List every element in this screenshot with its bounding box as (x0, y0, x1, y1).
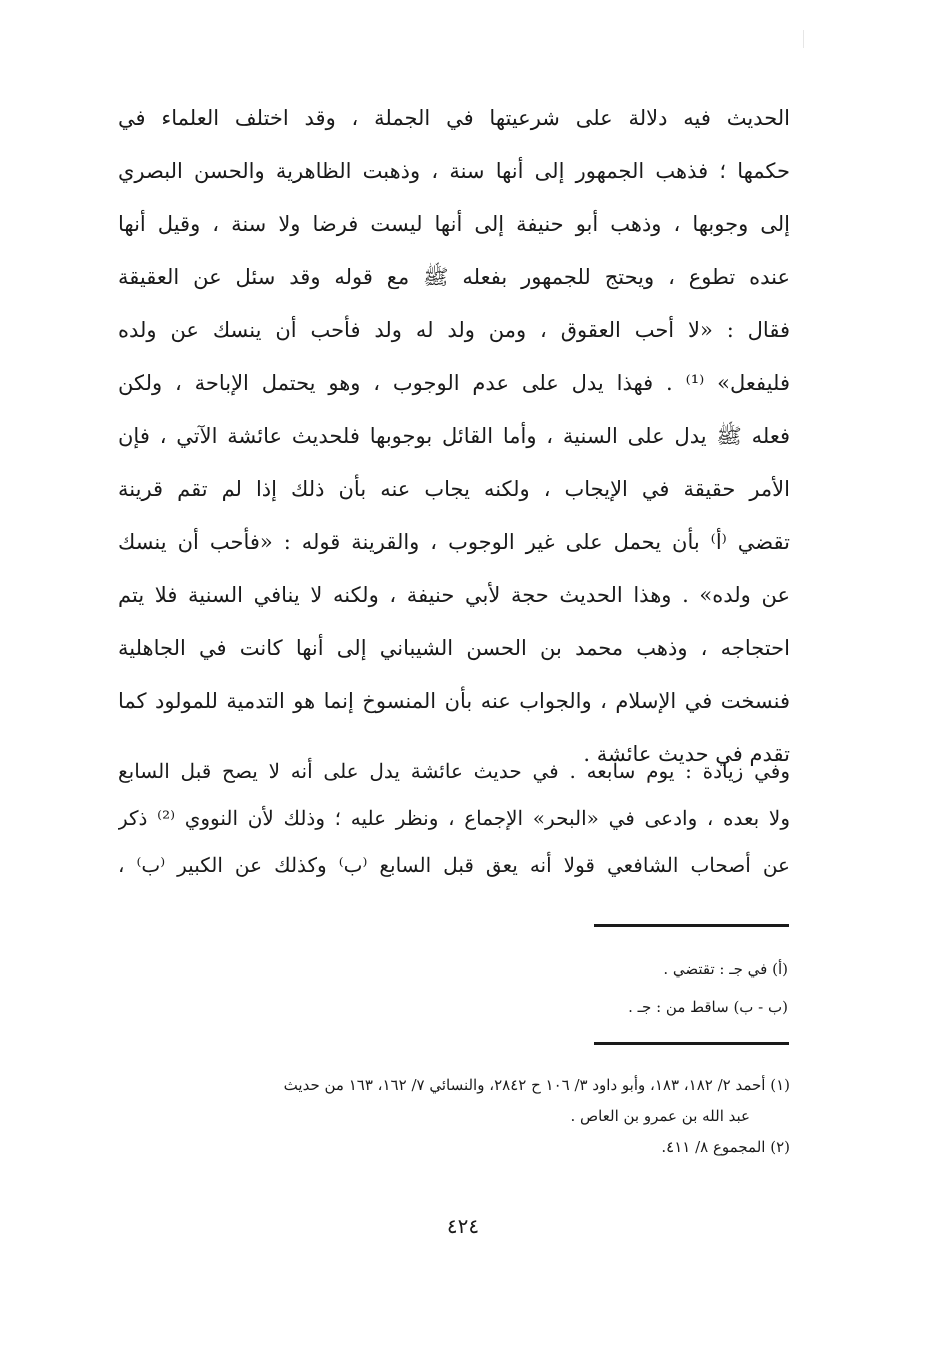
text-line: الأمر حقيقة في الإيجاب ، ولكنه يجاب عنه بأن ذلك إذا لم تقم قرينة (118, 477, 790, 501)
text-line: عن ولده» . وهذا الحديث حجة لأبي حنيفة ، ولكنه لا ينافي السنية فلا يتم (118, 583, 790, 607)
text-line: ولا بعده ، وادعى في «البحر» الإجماع ، ونظر عليه ؛ وذلك لأن النووي ⁽²⁾ ذكر (118, 806, 790, 830)
footnote: (أ) في جـ : تقتضي . (663, 960, 788, 978)
page-number: ٤٢٤ (446, 1214, 480, 1238)
text-line: إلى وجوبها ، وذهب أبو حنيفة إلى أنها ليست فرضا ولا سنة ، وقيل أنها (118, 212, 790, 236)
text-line: الحديث فيه دلالة على شرعيتها في الجملة ، وقد اختلف العلماء في (118, 106, 790, 130)
text-line: عن أصحاب الشافعي قولا أنه يعق قبل السابع ⁽ب⁾ وكذلك عن الكبير ⁽ب⁾ ، (118, 853, 790, 877)
text-line: حكمها ؛ فذهب الجمهور إلى أنها سنة ، وذهبت الظاهرية والحسن البصري (118, 159, 790, 183)
text-line: وفي زيادة : يوم سابعه . في حديث عائشة يدل على أنه لا يصح قبل السابع (118, 759, 790, 783)
footnote-divider (594, 924, 789, 927)
margin-mark (803, 30, 804, 48)
footnote-continuation: عبد الله بن عمرو بن العاص . (570, 1107, 750, 1125)
footnote: (١) أحمد ٢/ ١٨٢، ١٨٣، وأبو داود ٣/ ١٠٦ ح ٢٨٤٢، والنسائي ٧/ ١٦٢، ١٦٣ من حديث (283, 1076, 790, 1094)
text-line: فقال : «لا أحب العقوق ، ومن ولد له ولد فأحب أن ينسك عن ولده (118, 318, 790, 342)
reference-footnotes (118, 1070, 790, 1163)
paragraph-1 (118, 92, 790, 781)
text-line: تقدم في حديث عائشة . (583, 742, 790, 766)
text-line: فنسخت في الإسلام ، والجواب عنه بأن المنسوخ إنما هو التدمية للمولود كما (118, 689, 790, 713)
text-line: فعله ﷺ يدل على السنية ، وأما القائل بوجوبها فلحديث عائشة الآتي ، فإن (118, 424, 790, 448)
text-line: تقضي ⁽أ⁾ بأن يحمل على غير الوجوب ، والقرينة قوله : «فأحب أن ينسك (118, 530, 790, 554)
text-line: عنده تطوع ، ويحتج للجمهور بفعله ﷺ مع قوله وقد سئل عن العقيقة (118, 265, 790, 289)
footnote-divider (594, 1042, 789, 1045)
footnote: (ب - ب) ساقط من : جـ . (628, 998, 788, 1016)
text-line: احتجاجه ، وذهب محمد بن الحسن الشيباني إلى أنها كانت في الجاهلية (118, 636, 790, 660)
footnote: (٢) المجموع ٨/ ٤١١. (661, 1138, 790, 1156)
variant-footnotes (560, 950, 788, 1026)
text-line: فليفعل» ⁽¹⁾ . فهذا يدل على عدم الوجوب ، وهو يحتمل الإباحة ، ولكن (118, 371, 790, 395)
paragraph-2 (118, 748, 790, 889)
